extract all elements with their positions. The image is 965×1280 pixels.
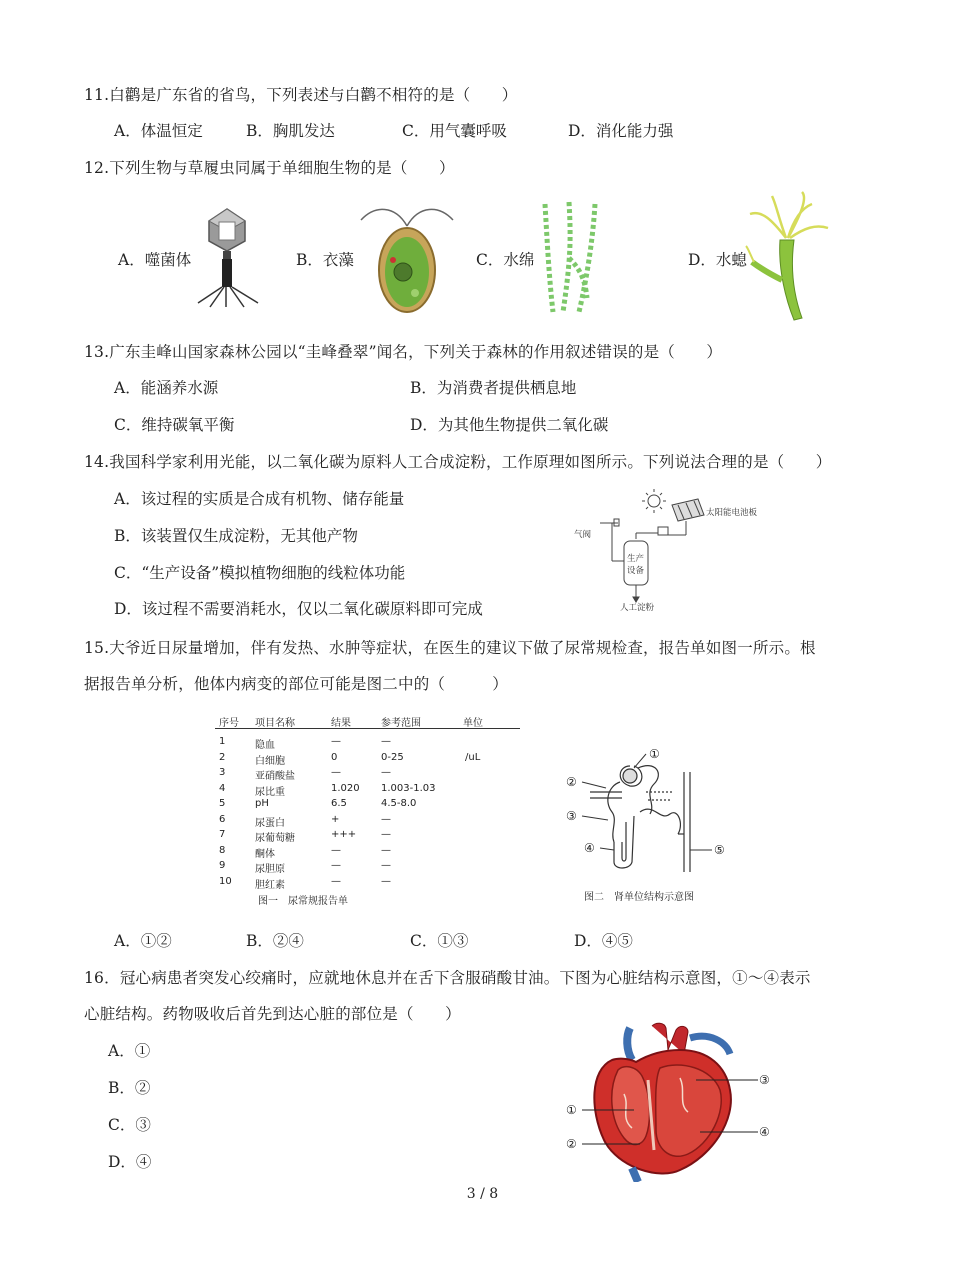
q11-stem: 11.白鹳是广东省的省鸟，下列表述与白鹳不相符的是（ ） xyxy=(84,86,518,104)
q11-option-a: A．体温恒定 xyxy=(114,122,203,140)
q12-stem: 12.下列生物与草履虫同属于单细胞生物的是（ ） xyxy=(84,159,455,177)
q12-option-c: C．水绵 xyxy=(476,251,535,269)
table-cell: — xyxy=(381,860,391,871)
table-cell: 5 xyxy=(219,798,226,809)
table-cell: 白细胞 xyxy=(255,755,285,767)
table-cell: — xyxy=(381,875,391,887)
q15-option-a: A．①② xyxy=(114,932,172,950)
table-cell: 2 xyxy=(219,751,226,763)
q14-option-b: B．该装置仅生成淀粉，无其他产物 xyxy=(114,527,358,545)
table-cell: 0 xyxy=(331,751,338,763)
table-cell: 8 xyxy=(219,844,226,856)
nephron-label-4: ④ xyxy=(584,841,595,855)
table-row xyxy=(215,736,520,749)
q14-option-d: D．该过程不需要消耗水，仅以二氧化碳原料即可完成 xyxy=(114,600,483,618)
solar-panel-label: 太阳能电池板 xyxy=(706,508,758,518)
starch-synthesis-diagram xyxy=(570,485,790,615)
table-cell: 酮体 xyxy=(255,848,275,860)
table-cell: — xyxy=(381,736,391,747)
col-header-index: 序号 xyxy=(219,718,239,729)
table-cell: 1.020 xyxy=(331,782,360,794)
table-cell: 9 xyxy=(219,860,226,871)
q11-option-c: C．用气囊呼吸 xyxy=(402,122,507,140)
table-cell: 4.5-8.0 xyxy=(381,798,417,809)
hydra-image xyxy=(742,190,832,325)
heart-diagram xyxy=(560,1020,785,1182)
q16-stem-line1: 16．冠心病患者突发心绞痛时，应就地休息并在舌下含服硝酸甘油。下图为心脏结构示意图，①～④表示 xyxy=(84,969,811,987)
table-cell: /uL xyxy=(465,751,481,763)
q12-option-a: A．噬菌体 xyxy=(118,251,192,269)
nephron-diagram xyxy=(560,742,740,882)
table-row xyxy=(215,860,520,873)
chlamydomonas-image xyxy=(355,200,460,318)
table-cell: 7 xyxy=(219,829,226,840)
q13-option-c: C．维持碳氧平衡 xyxy=(114,416,235,434)
product-label: 人工淀粉 xyxy=(620,603,655,613)
q14-option-c: C．“生产设备”模拟植物细胞的线粒体功能 xyxy=(114,564,406,582)
table-cell: 胆红素 xyxy=(255,879,285,891)
table-cell: 尿蛋白 xyxy=(255,817,285,829)
q15-option-b: B．②④ xyxy=(246,932,304,950)
nephron-label-3: ③ xyxy=(566,809,577,823)
table-rule xyxy=(215,728,520,729)
q15-stem-line1: 15.大爷近日尿量增加，伴有发热、水肿等症状，在医生的建议下做了尿常规检查，报告单如图一所示。根 xyxy=(84,639,816,657)
figure2-caption: 图二 肾单位结构示意图 xyxy=(584,892,694,903)
heart-label-2: ② xyxy=(566,1137,577,1151)
table-cell: — xyxy=(331,860,341,871)
valve-label: 气阀 xyxy=(574,530,592,540)
table-cell: 隐血 xyxy=(255,740,275,751)
table-cell: 1.003-1.03 xyxy=(381,782,436,794)
q12-option-d: D．水螅 xyxy=(688,251,747,269)
q11-option-d: D．消化能力强 xyxy=(568,122,674,140)
table-cell: + xyxy=(331,813,340,825)
table-cell: 3 xyxy=(219,767,226,778)
table-cell: 尿胆原 xyxy=(255,864,285,875)
q16-option-d: D．④ xyxy=(108,1153,152,1171)
table-cell: — xyxy=(381,829,391,840)
q13-option-b: B．为消费者提供栖息地 xyxy=(410,379,577,397)
q13-option-a: A．能涵养水源 xyxy=(114,379,219,397)
table-row xyxy=(215,798,520,811)
q16-option-a: A．① xyxy=(108,1042,151,1060)
spirogyra-image xyxy=(535,198,610,316)
nephron-label-5: ⑤ xyxy=(714,843,725,857)
table-cell: 10 xyxy=(219,875,232,887)
q14-option-a: A．该过程的实质是合成有机物、储存能量 xyxy=(114,490,405,508)
q15-option-d: D．④⑤ xyxy=(574,932,633,950)
heart-label-3: ③ xyxy=(759,1073,770,1087)
q16-option-b: B．② xyxy=(108,1079,151,1097)
col-header-range: 参考范围 xyxy=(381,718,421,729)
table-cell: — xyxy=(331,875,341,887)
table-cell: — xyxy=(381,767,391,778)
table-row xyxy=(215,829,520,842)
table-cell: — xyxy=(381,844,391,856)
table-cell: pH xyxy=(255,798,269,809)
device-label-1: 生产 xyxy=(627,554,645,564)
table-header xyxy=(215,714,520,727)
table-row xyxy=(215,876,520,889)
heart-label-4: ④ xyxy=(759,1125,770,1139)
table-cell: 4 xyxy=(219,782,226,794)
q13-stem: 13.广东圭峰山国家森林公园以“圭峰叠翠”闻名，下列关于森林的作用叙述错误的是（ ） xyxy=(84,343,723,361)
table-cell: 尿比重 xyxy=(255,786,285,798)
q15-option-c: C．①③ xyxy=(410,932,469,950)
table-cell: 亚硝酸盐 xyxy=(255,771,295,782)
table-row xyxy=(215,814,520,827)
table-cell: 1 xyxy=(219,736,226,747)
col-header-result: 结果 xyxy=(331,718,351,729)
q12-option-b: B．衣藻 xyxy=(296,251,354,269)
nephron-label-1: ① xyxy=(649,747,660,761)
table-cell: 6.5 xyxy=(331,798,347,809)
bacteriophage-image xyxy=(190,205,265,310)
table-cell: 0-25 xyxy=(381,751,404,763)
q16-option-c: C．③ xyxy=(108,1116,151,1134)
device-label-2: 设备 xyxy=(627,566,645,576)
table-cell: — xyxy=(331,844,341,856)
table-cell: — xyxy=(331,736,341,747)
figure1-caption: 图一 尿常规报告单 xyxy=(258,896,348,907)
table-cell: — xyxy=(381,813,391,825)
q15-stem-line2: 据报告单分析，他体内病变的部位可能是图二中的（ ） xyxy=(84,675,508,693)
q11-option-b: B．胸肌发达 xyxy=(246,122,335,140)
heart-label-1: ① xyxy=(566,1103,577,1117)
table-row xyxy=(215,845,520,858)
col-header-unit: 单位 xyxy=(463,718,483,729)
page-number: 3 / 8 xyxy=(466,1186,499,1202)
q13-option-d: D．为其他生物提供二氧化碳 xyxy=(410,416,609,434)
q14-stem: 14.我国科学家利用光能，以二氧化碳为原料人工合成淀粉，工作原理如图所示。下列说法合理的是（ ） xyxy=(84,453,832,471)
table-cell: 尿葡萄糖 xyxy=(255,833,295,844)
q16-stem-line2: 心脏结构。药物吸收后首先到达心脏的部位是（ ） xyxy=(84,1005,461,1023)
col-header-item: 项目名称 xyxy=(255,718,295,729)
table-row xyxy=(215,783,520,796)
nephron-label-2: ② xyxy=(566,775,577,789)
table-cell: — xyxy=(331,767,341,778)
table-row xyxy=(215,767,520,780)
table-cell: 6 xyxy=(219,813,226,825)
table-row xyxy=(215,752,520,765)
table-cell: +++ xyxy=(331,829,357,840)
